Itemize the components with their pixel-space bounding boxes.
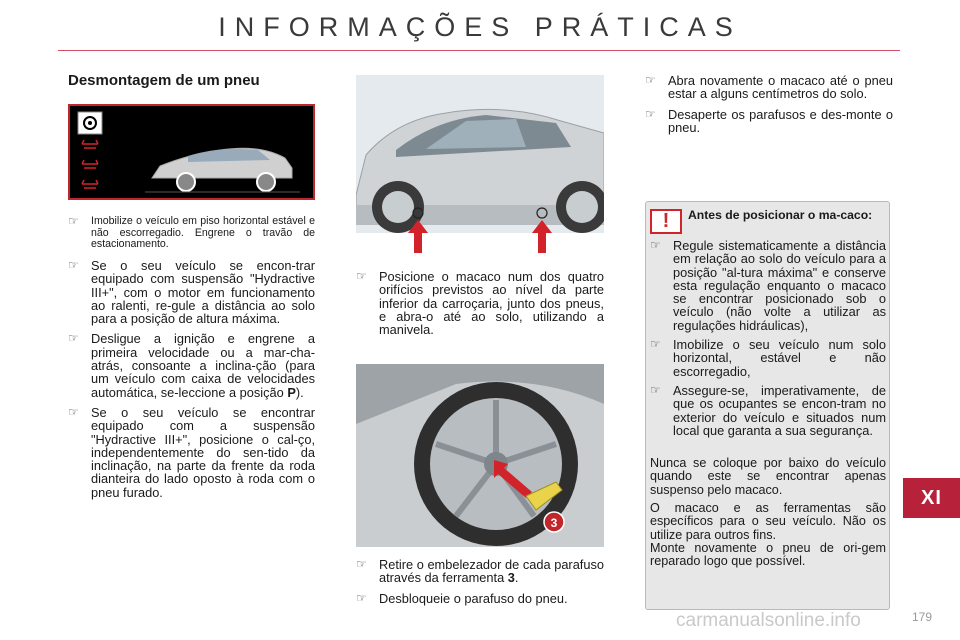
list-item: ☞ Desligue a ignição e engrene a primeira velocidade ou a mar-cha-atrás, consoante a inclina-ção (para um veículo com caixa de velocidades automática, se-leccione a posição P).: [68, 331, 315, 400]
pointing-hand-icon: ☞: [650, 337, 661, 352]
jack-bullet-list: [356, 270, 604, 343]
list-item: ☞ Assegure-se, imperativamente, de que os ocupantes se encon-tram no exterior do veículo e situados num local que garanta a sua segurança.: [650, 382, 886, 438]
list-item: ☞ Imobilize o veículo em piso horizontal estável e não escorregadio. Engrene o travão de estacionamento.: [68, 214, 315, 250]
list-item: ☞ Se o seu veículo se encon-trar equipado com suspensão "Hydractive III+", com o motor em funcionamento ao ralenti, re-gule a distância ao solo para a posição de altura máxima.: [68, 258, 315, 327]
list-item: ☞ Retire o embelezador de cada parafuso através da ferramenta 3.: [356, 557, 604, 586]
wheel-trim-photo: [356, 364, 604, 547]
page-number: 179: [912, 610, 933, 624]
list-item: ☞ Desaperte os parafusos e des-monte o pneu.: [645, 106, 893, 135]
chapter-tab[interactable]: XI: [903, 478, 960, 518]
section-title: Desmontagem de um pneu: [68, 72, 260, 89]
pointing-hand-icon: ☞: [356, 557, 367, 571]
pointing-hand-icon: ☞: [356, 269, 367, 283]
list-item: ☞ Posicione o macaco num dos quatro orifícios previstos ao nível da parte inferior da carroçaria, junto dos pneus, e abra-o até ao solo, utilizando a manivela.: [356, 269, 604, 338]
pointing-hand-icon: ☞: [356, 590, 367, 605]
list-item: ☞ Regule sistematicamente a distância em relação ao solo do veículo para a posição "al-tura máxima" e conserve esta regulação enquanto o macaco se encontrar posicionado sob o veículo (não volte a utilizar as regulações hidráulicas),: [650, 238, 886, 333]
trim-bullet-list: [356, 558, 604, 612]
pointing-hand-icon: ☞: [68, 258, 79, 272]
list-item: ☞ Se o seu veículo se encontrar equipado com a suspensão "Hydractive III+", posicione o cal-ço, independentemente do sen-tido da inclinação, na parte da frente da roda dianteira do lado oposto à roda com o pneu furado.: [68, 404, 315, 500]
caution-paragraph: Monte novamente o pneu de ori-gem reparado logo que possível.: [650, 541, 886, 569]
dashboard-illustration: [68, 104, 315, 200]
list-item: ☞ Desbloqueie o parafuso do pneu.: [356, 590, 568, 606]
warning-light-icon: [82, 140, 98, 188]
header-rule: [58, 50, 900, 51]
pointing-hand-icon: ☞: [650, 382, 661, 397]
tool-badge: 3: [550, 516, 558, 530]
exclamation-icon: !: [650, 209, 682, 234]
procedure-bullet-list: [68, 259, 315, 506]
pointing-hand-icon: ☞: [68, 404, 79, 419]
watermark: carmanualsonline.info: [676, 610, 861, 631]
list-item: ☞ Abra novamente o macaco até o pneu estar a alguns centímetros do solo.: [645, 73, 893, 102]
caution-paragraph: O macaco e as ferramentas são específicos para o seu veículo. Não os utilize para outros fins.: [650, 501, 886, 542]
caution-bullet-list: [650, 239, 886, 444]
caution-title: Antes de posicionar o ma-caco:: [688, 208, 873, 222]
car-jack-points-photo: [356, 75, 604, 258]
pointing-hand-icon: ☞: [68, 214, 79, 228]
caution-paragraph: Nunca se coloque por baixo do veículo quando este se encontrar apenas suspenso pelo macaco.: [650, 456, 886, 497]
pointing-hand-icon: ☞: [645, 73, 656, 87]
page-title: INFORMAÇÕES PRÁTICAS: [218, 12, 742, 42]
list-item: ☞ Imobilize o seu veículo num solo horizontal, estável e não escorregadio,: [650, 337, 886, 379]
pointing-hand-icon: ☞: [645, 106, 656, 121]
remove-bullet-list: [645, 74, 893, 141]
pointing-hand-icon: ☞: [650, 238, 661, 252]
intro-bullet-list: [68, 216, 315, 255]
pointing-hand-icon: ☞: [68, 331, 79, 346]
